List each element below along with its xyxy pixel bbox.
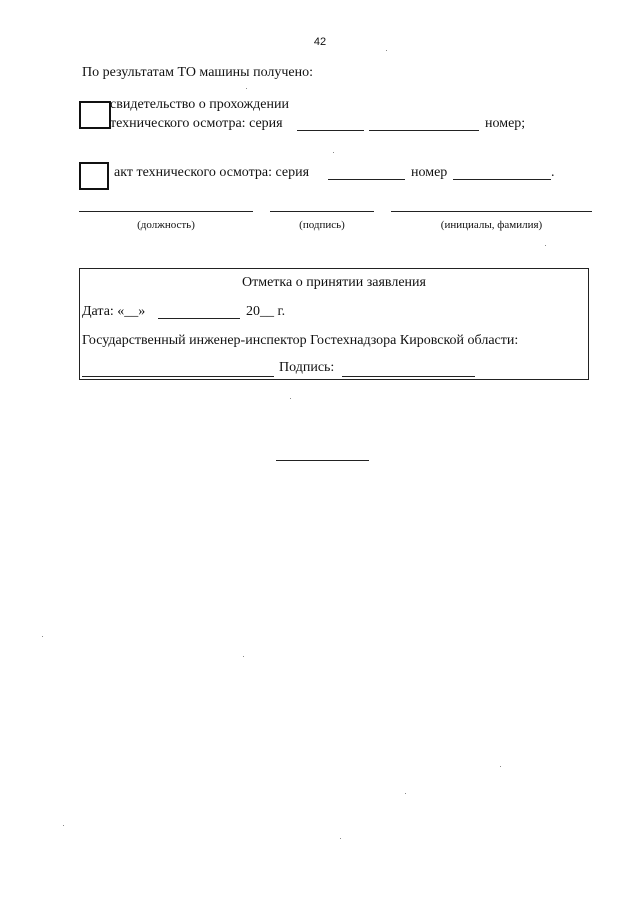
position-caption: (должность) xyxy=(137,219,195,231)
scan-speck xyxy=(42,636,43,637)
date-label: Дата: «__» xyxy=(82,304,146,319)
act-number-field[interactable] xyxy=(453,179,551,180)
act-number-label: номер xyxy=(411,165,448,180)
act-checkbox[interactable] xyxy=(79,162,109,190)
position-field[interactable] xyxy=(79,211,253,212)
scan-speck xyxy=(386,50,387,51)
certificate-number-label: номер; xyxy=(485,116,526,131)
certificate-series-field[interactable] xyxy=(297,130,364,131)
scan-speck xyxy=(500,766,501,767)
scan-speck xyxy=(243,656,244,657)
acceptance-title: Отметка о принятии заявления xyxy=(242,275,426,290)
signature-field[interactable] xyxy=(270,211,374,212)
certificate-label-line2: технического осмотра: серия xyxy=(110,116,283,131)
inspector-signature-field[interactable] xyxy=(342,376,475,377)
scan-speck xyxy=(545,245,546,246)
scan-speck xyxy=(246,88,247,89)
inspector-name-field[interactable] xyxy=(82,376,274,377)
certificate-checkbox[interactable] xyxy=(79,101,111,129)
scan-speck xyxy=(290,398,291,399)
certificate-series-field-2[interactable] xyxy=(369,130,479,131)
signature-caption: (подпись) xyxy=(299,219,345,231)
name-field[interactable] xyxy=(391,211,592,212)
act-series-field[interactable] xyxy=(328,179,405,180)
year-label: 20__ г. xyxy=(246,304,286,319)
closing-rule xyxy=(276,460,369,461)
scan-speck xyxy=(340,838,341,839)
date-month-field[interactable] xyxy=(158,318,240,319)
act-label: акт технического осмотра: серия xyxy=(114,165,310,180)
inspector-signature-label: Подпись: xyxy=(279,360,335,375)
inspector-label: Государственный инженер-инспектор Гостехнадзора Кировской области: xyxy=(82,333,519,348)
scan-speck xyxy=(333,152,334,153)
certificate-label-line1: свидетельство о прохождении xyxy=(110,97,289,112)
intro-text: По результатам ТО машины получено: xyxy=(82,65,314,80)
name-caption: (инициалы, фамилия) xyxy=(440,219,543,231)
scan-speck xyxy=(405,793,406,794)
page-number: 42 xyxy=(313,36,327,48)
act-period: . xyxy=(551,165,555,180)
scan-speck xyxy=(63,825,64,826)
